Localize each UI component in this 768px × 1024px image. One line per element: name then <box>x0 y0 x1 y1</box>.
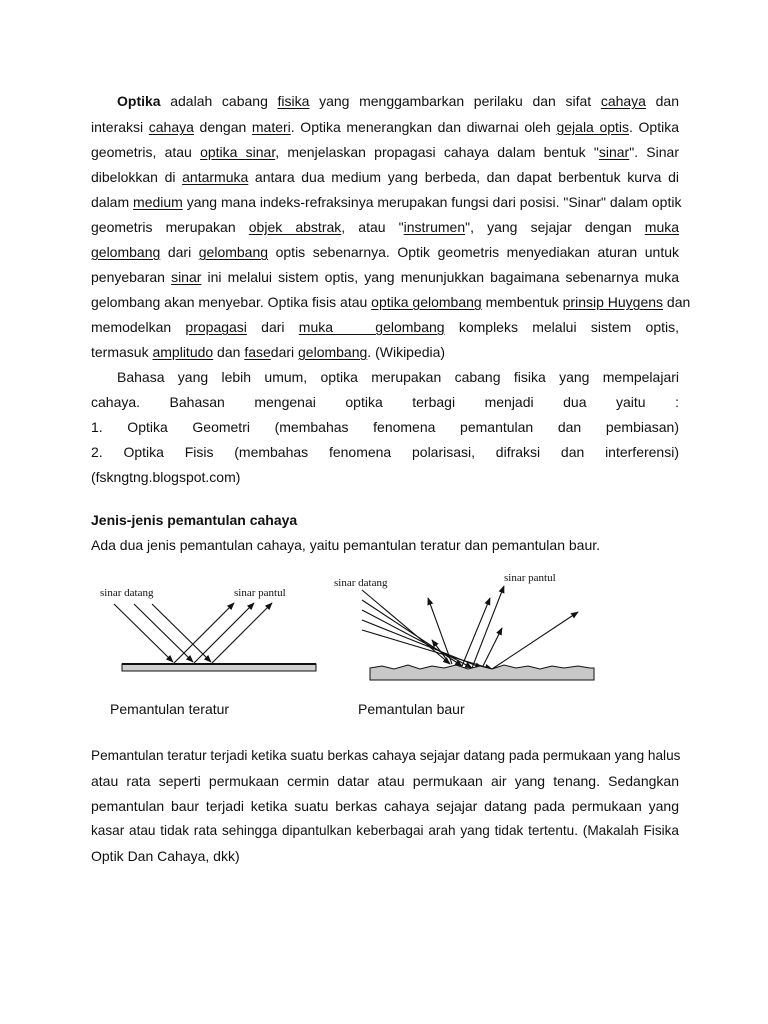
p3-line-2: atau rata seperti permukaan cermin datar atau permukaan air yang tenang. Sedangkan <box>91 773 679 789</box>
link-cahaya[interactable]: cahaya <box>148 119 194 135</box>
p1-line-7: gelombang dari gelombang optis sebenarnya. Optik geometris menyediakan aturan untuk <box>91 244 680 260</box>
p3-line-3: pemantulan baur terjadi ketika suatu berkas cahaya sejajar datang pada permukaan yang <box>91 798 679 814</box>
list-item-optika-fisis: 2. Optika Fisis (membahas fenomena polarisasi, difraksi dan interferensi) <box>91 444 679 460</box>
p1-line-8: penyebaran sinar ini melalui sistem optis, yang menunjukkan bagaimana sebenarnya muka <box>91 269 679 285</box>
p1-line-1: Optika adalah cabang fisika yang menggambarkan perilaku dan sifat cahaya dan <box>117 93 679 109</box>
p2-line-1: Bahasa yang lebih umum, optika merupakan cabang fisika yang mempelajari <box>117 369 679 385</box>
link-muka-gelombang[interactable]: muka gelombang <box>298 319 445 335</box>
link-fase[interactable]: fase <box>244 344 271 360</box>
section-heading: Jenis-jenis pemantulan cahaya <box>91 512 298 528</box>
link-amplitudo[interactable]: amplitudo <box>152 344 214 360</box>
link-cahaya[interactable]: cahaya <box>600 93 646 109</box>
label-sinar-pantul: sinar pantul <box>234 587 286 599</box>
link-gelombang[interactable]: gelombang <box>298 344 368 360</box>
p1-line-5: dalam medium yang mana indeks-refraksinya merupakan fungsi dari posisi. "Sinar" dalam optik <box>91 194 682 210</box>
label-sinar-datang: sinar datang <box>334 577 388 589</box>
link-antarmuka[interactable]: antarmuka <box>182 169 249 185</box>
p3-line-4: kasar atau tidak rata sehingga dipantulkan keberbagai arah yang tidak tertentu. (Makalah Fisika <box>91 823 679 838</box>
rough-surface <box>370 665 594 680</box>
reflected-rays <box>174 603 272 663</box>
incident-rays <box>362 590 492 669</box>
regular-reflection-diagram <box>94 578 330 678</box>
link-optika-gelombang[interactable]: optika gelombang <box>371 294 482 310</box>
link-objek-abstrak[interactable]: objek abstrak <box>248 219 342 235</box>
p1-line-3: geometris, atau optika sinar, menjelaskan propagasi cahaya dalam bentuk "sinar". Sinar <box>91 144 679 160</box>
link-muka[interactable]: muka <box>644 219 680 235</box>
link-sinar[interactable]: sinar <box>171 269 202 285</box>
p1-line-9: gelombang akan menyebar. Optika fisis atau optika gelombang membentuk prinsip Huygens dan <box>91 294 691 310</box>
p1-line-2: interaksi cahaya dengan materi. Optika menerangkan dan diwarnai oleh gejala optis. Optika <box>91 119 680 135</box>
p2-line-2: cahaya. Bahasan mengenai optika terbagi menjadi dua yaitu : <box>91 394 679 410</box>
link-sinar[interactable]: sinar <box>598 144 630 160</box>
p1-line-6: geometris merupakan objek abstrak, atau "instrumen", yang sejajar dengan muka <box>91 219 680 235</box>
link-prinsip-huygens[interactable]: prinsip Huygens <box>562 294 664 310</box>
p1-line-4: dibelokkan di antarmuka antara dua medium yang berbeda, dan dapat berbentuk kurva di <box>91 169 679 185</box>
caption-pemantulan-teratur: Pemantulan teratur <box>110 701 230 717</box>
link-gelombang[interactable]: gelombang <box>91 244 161 260</box>
diffuse-reflection-diagram <box>332 568 602 686</box>
link-materi[interactable]: materi <box>251 119 291 135</box>
section-intro: Ada dua jenis pemantulan cahaya, yaitu pemantulan teratur dan pemantulan baur. <box>91 537 601 553</box>
p2-source: (fskngtng.blogspot.com) <box>91 469 241 485</box>
p1-line-11: termasuk amplitudo dan fasedari gelombang. (Wikipedia) <box>91 344 446 360</box>
term-optika: Optika <box>117 93 161 109</box>
link-medium[interactable]: medium <box>133 194 183 210</box>
link-fisika[interactable]: fisika <box>277 93 310 109</box>
list-item-optika-geometri: 1. Optika Geometri (membahas fenomena pemantulan dan pembiasan) <box>91 419 679 435</box>
link-propagasi[interactable]: propagasi <box>185 319 247 335</box>
link-optika-sinar[interactable]: optika sinar <box>200 144 276 160</box>
label-sinar-pantul: sinar pantul <box>504 572 556 584</box>
label-sinar-datang: sinar datang <box>100 587 154 599</box>
link-gelombang[interactable]: gelombang <box>198 244 269 260</box>
link-instrumen[interactable]: instrumen <box>403 219 466 235</box>
p3-line-1: Pemantulan teratur terjadi ketika suatu berkas cahaya sejajar datang pada permukaan yang halus <box>91 748 681 763</box>
p3-line-5: Optik Dan Cahaya, dkk) <box>91 848 240 864</box>
smooth-surface <box>122 664 316 671</box>
caption-pemantulan-baur: Pemantulan baur <box>358 701 465 717</box>
p1-line-10: memodelkan propagasi dari muka gelombang kompleks melalui sistem optis, <box>91 319 680 335</box>
link-gejala-optis[interactable]: gejala optis <box>556 119 630 135</box>
incident-rays <box>114 604 211 662</box>
